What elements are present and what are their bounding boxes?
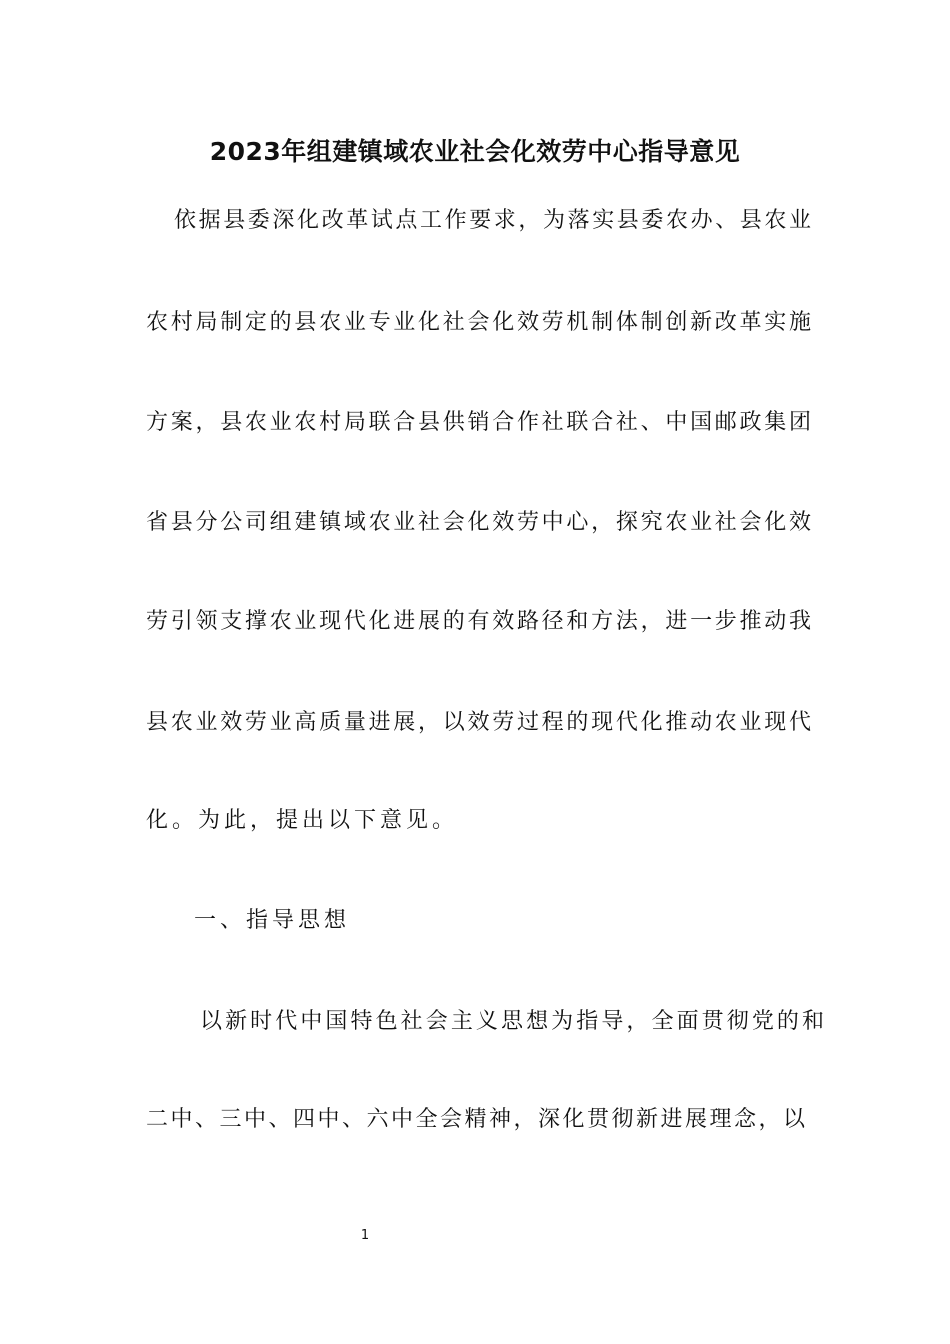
paragraph-2-line-2: 二中、三中、四中、六中全会精神，深化贯彻新进展理念，以 [146,1107,805,1132]
paragraph-2-line-1: 以新时代中国特色社会主义思想为指导，全面贯彻党的和 [200,1009,824,1034]
section-heading-guiding-ideology: 一、指导思想 [194,908,351,933]
paragraph-1-line-4: 省县分公司组建镇域农业社会化效劳中心，探究农业社会化效 [146,510,811,535]
page-number: 1 [360,1228,370,1243]
document-title: 2023年组建镇域农业社会化效劳中心指导意见 [209,137,741,166]
paragraph-1-line-2: 农村局制定的县农业专业化社会化效劳机制体制创新改革实施 [146,310,811,335]
paragraph-1-line-1: 依据县委深化改革试点工作要求，为落实县委农办、县农业 [174,208,811,233]
paragraph-1-line-6: 县农业效劳业高质量进展，以效劳过程的现代化推动农业现代 [146,710,811,735]
paragraph-1-line-5: 劳引领支撑农业现代化进展的有效路径和方法，进一步推动我 [146,609,811,634]
paragraph-1-line-7: 化。为此，提出以下意见。 [146,808,459,833]
paragraph-1-line-3: 方案，县农业农村局联合县供销合作社联合社、中国邮政集团 [146,410,811,435]
